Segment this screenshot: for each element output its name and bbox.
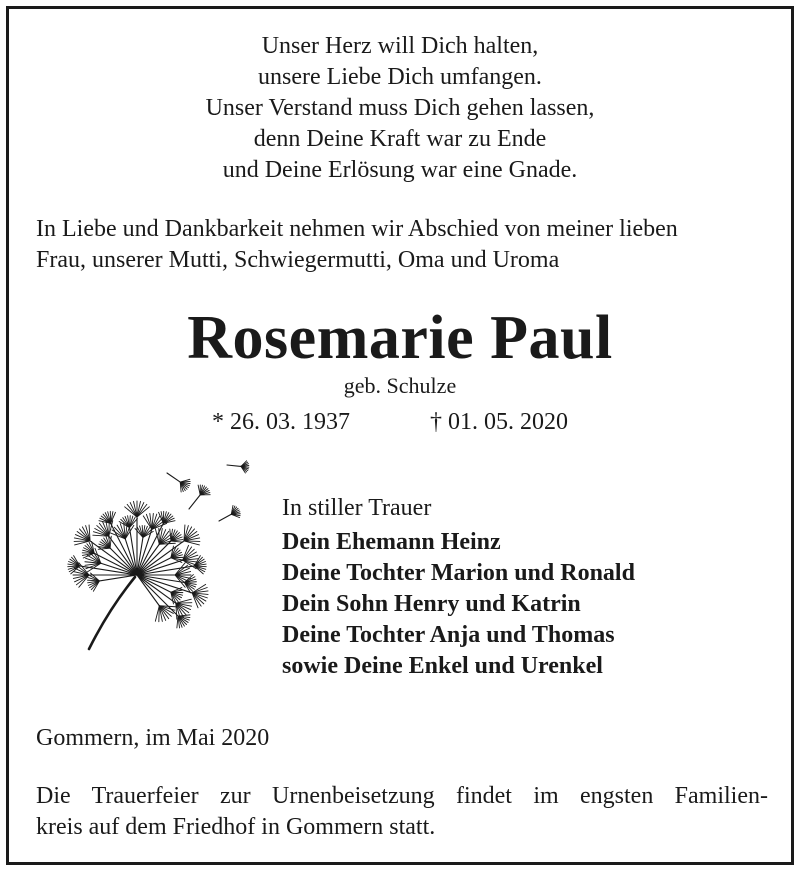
mourners-list [282,527,635,682]
intro-line: In Liebe und Dankbarkeit nehmen wir Abschied von meiner lieben [36,216,678,242]
deceased-name: Rosemarie Paul [187,304,613,372]
obituary-frame [6,6,794,865]
intro-text [36,214,776,276]
mourner-line: Dein Sohn Henry und Katrin [282,591,581,617]
poem-line: Unser Verstand muss Dich gehen lassen, [205,95,595,121]
intro-line: Frau, unserer Mutti, Schwiegermutti, Oma und Uroma [36,247,560,273]
dandelion-icon [39,449,279,669]
ceremony-notice [36,781,768,843]
place-date: Gommern, im Mai 2020 [36,725,270,751]
poem-line: unsere Liebe Dich umfangen. [258,64,542,90]
ceremony-line: kreis auf dem Friedhof in Gommern statt. [36,814,436,840]
maiden-name: geb. Schulze [343,373,457,398]
ceremony-line: Die Trauerfeier zur Urnenbeisetzung findet im engsten Familien- [36,783,768,809]
birth-date: * 26. 03. 1937 [212,409,350,435]
mourner-line: sowie Deine Enkel und Urenkel [282,653,603,679]
poem-line: Unser Herz will Dich halten, [261,33,539,59]
mourning-heading: In stiller Trauer [282,495,432,521]
mourner-line: Deine Tochter Anja und Thomas [282,622,615,648]
mourner-line: Deine Tochter Marion und Ronald [282,560,635,586]
mourner-line: Dein Ehemann Heinz [282,529,501,555]
poem [9,31,791,186]
death-date: † 01. 05. 2020 [430,409,568,435]
poem-line: denn Deine Kraft war zu Ende [253,126,547,152]
poem-line: und Deine Erlösung war eine Gnade. [222,157,578,183]
